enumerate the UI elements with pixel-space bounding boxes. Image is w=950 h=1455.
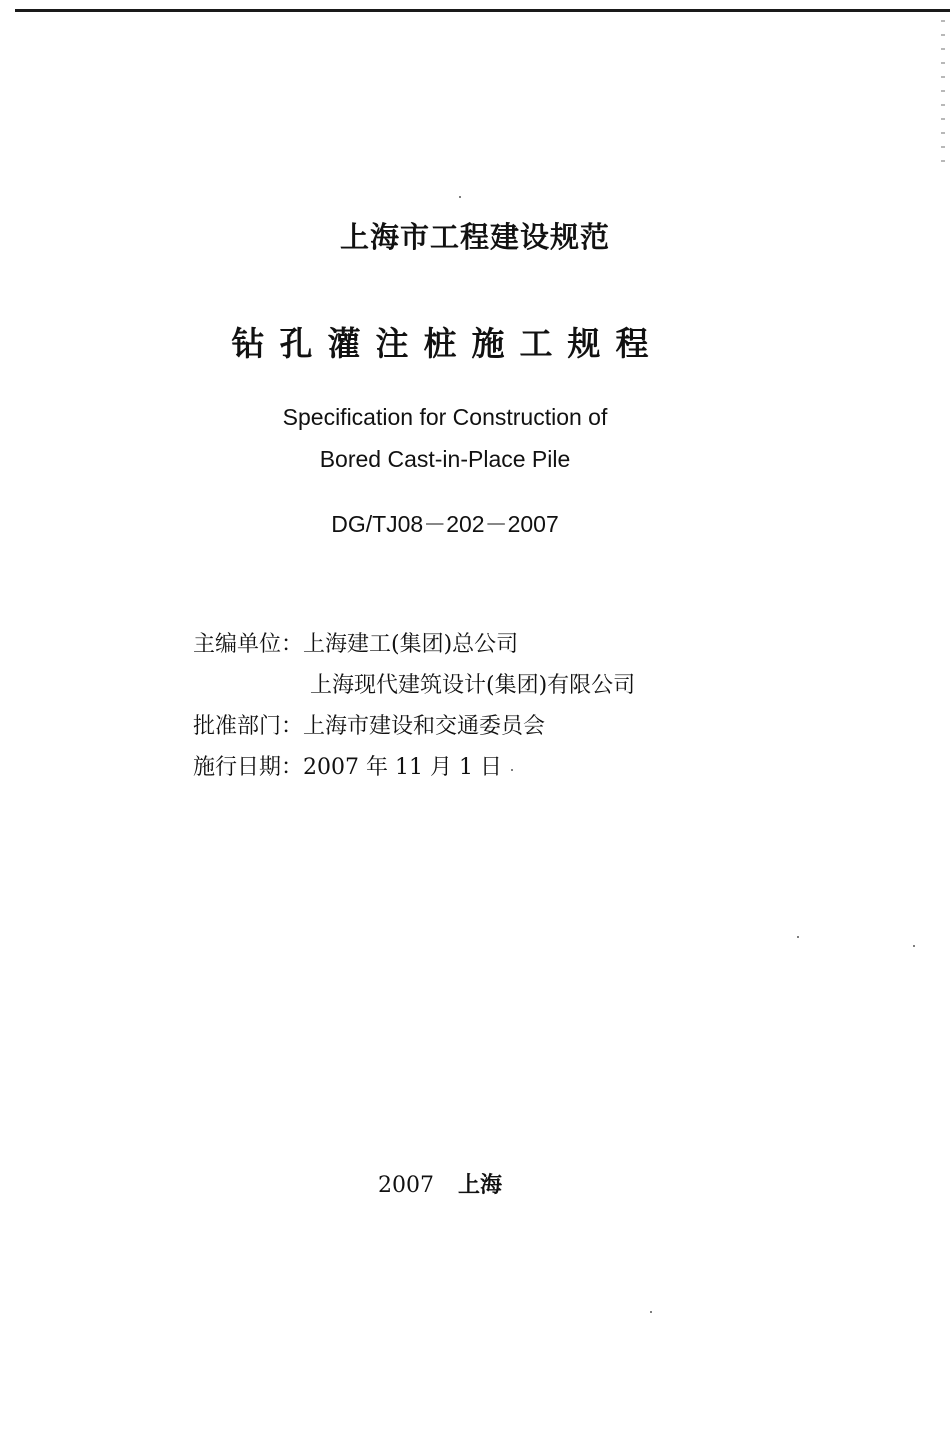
- standard-code: DG/TJ08－202－2007: [331, 511, 559, 537]
- scan-speck: [913, 945, 915, 947]
- scan-speck: [511, 769, 513, 771]
- binding-edge-marks: [941, 20, 945, 170]
- scan-speck: [459, 196, 461, 198]
- approver-row: [193, 706, 813, 747]
- effective-date-label: 施行日期：: [193, 755, 304, 780]
- approver-label: 批准部门：: [193, 714, 304, 739]
- english-title-line-2: Bored Cast-in-Place Pile: [319, 446, 571, 472]
- editor-label: 主编单位：: [193, 632, 304, 657]
- scan-speck: [650, 1311, 652, 1313]
- imprint: [0, 1168, 880, 1199]
- editor-1: 上海建工(集团)总公司: [303, 632, 519, 657]
- editor-row: [193, 624, 813, 665]
- effective-date: 2007 年 11 月 1 日: [303, 755, 502, 780]
- effective-date-row: [193, 747, 813, 788]
- english-title-line-1: Specification for Construction of: [282, 404, 608, 430]
- editor-row-2: [193, 665, 813, 706]
- top-rule: [15, 9, 950, 12]
- scan-speck: [797, 936, 799, 938]
- editor-2: 上海现代建筑设计(集团)有限公司: [310, 673, 636, 698]
- imprint-place: 上海: [457, 1172, 502, 1198]
- imprint-year: 2007: [377, 1173, 434, 1198]
- approver: 上海市建设和交通委员会: [303, 714, 546, 739]
- publication-info: [193, 624, 813, 788]
- series-title: 上海市工程建设规范: [339, 220, 610, 254]
- main-title: 钻孔灌注桩施工规程: [231, 324, 664, 363]
